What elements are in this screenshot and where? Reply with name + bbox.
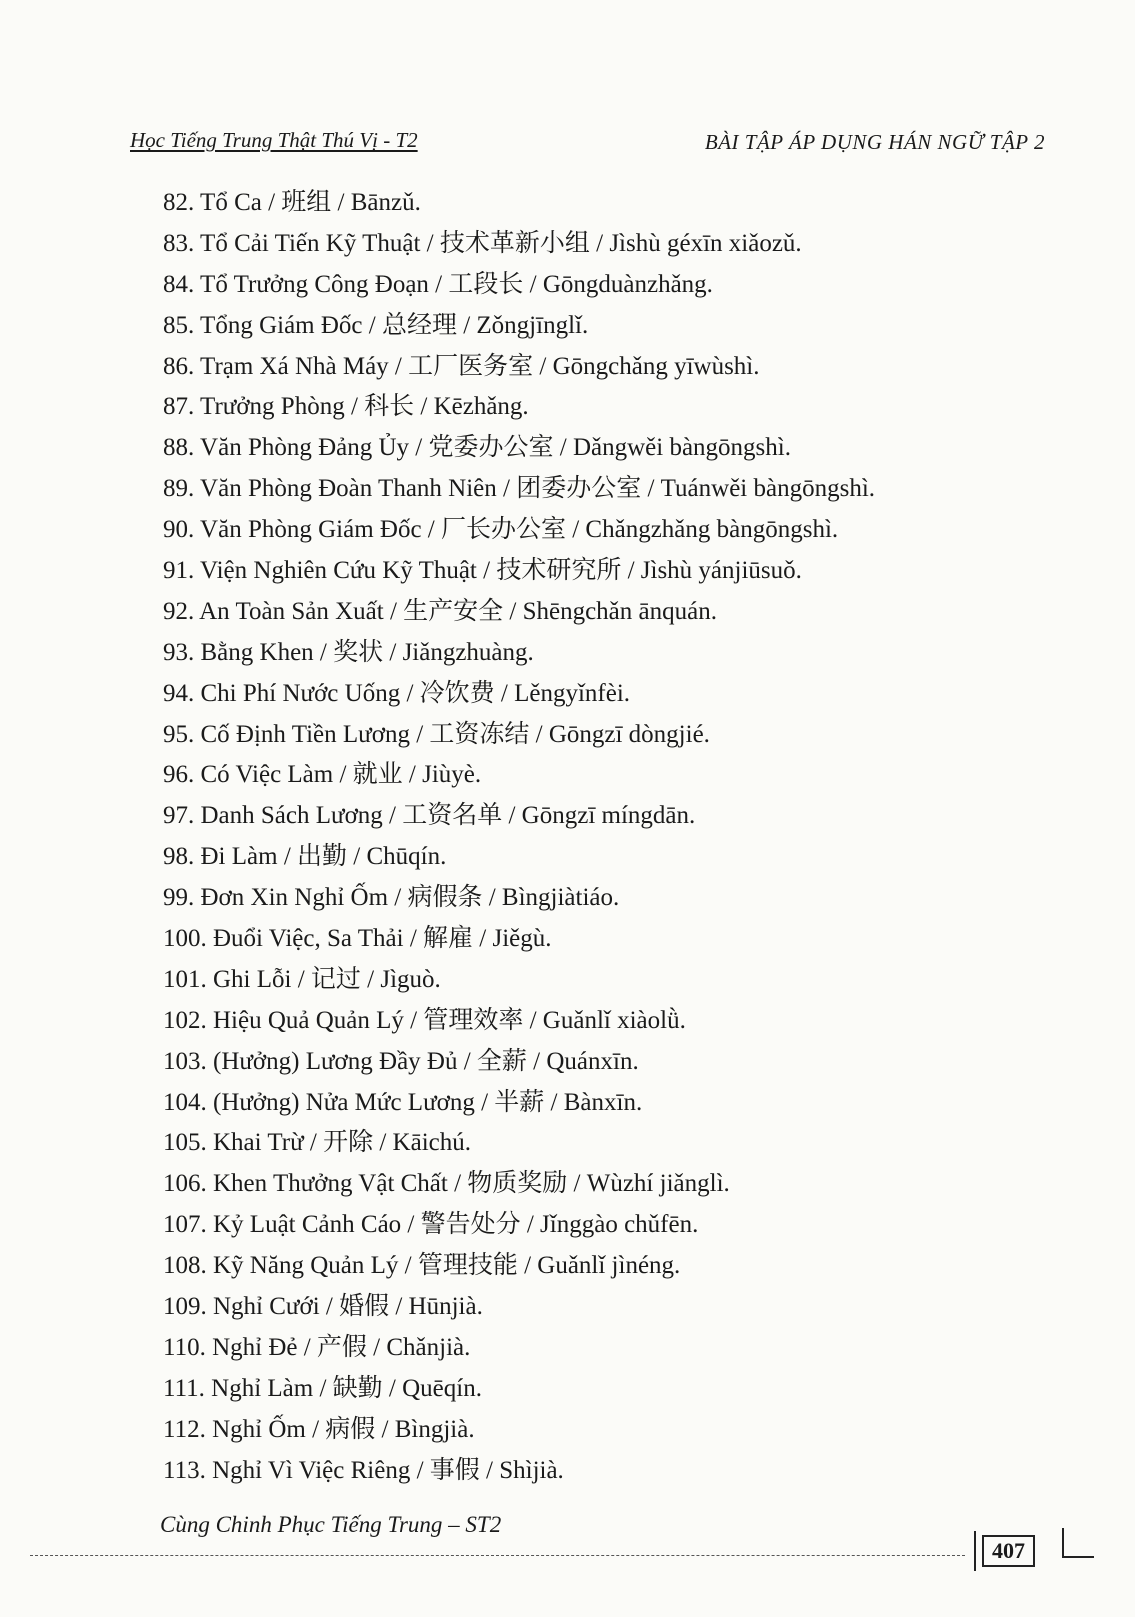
vocab-entry: 93. Bằng Khen / 奖状 / Jiǎngzhuàng.: [163, 638, 534, 666]
vocab-entry: 113. Nghỉ Vì Việc Riêng / 事假 / Shìjià.: [163, 1456, 564, 1484]
vocab-entry: 102. Hiệu Quả Quản Lý / 管理效率 / Guǎnlǐ xiàolǜ.: [163, 1006, 686, 1034]
page-number: 407: [982, 1535, 1035, 1567]
vocab-entry: 112. Nghỉ Ốm / 病假 / Bìngjià.: [163, 1415, 475, 1443]
vocab-entry: 110. Nghỉ Đẻ / 产假 / Chǎnjià.: [163, 1333, 471, 1361]
vocab-entry: 87. Trưởng Phòng / 科长 / Kēzhǎng.: [163, 393, 529, 421]
vocab-entry: 108. Kỹ Năng Quản Lý / 管理技能 / Guǎnlǐ jìnéng.: [163, 1252, 681, 1280]
vocab-entry: 109. Nghỉ Cưới / 婚假 / Hūnjià.: [163, 1293, 483, 1321]
vocab-entry: 84. Tổ Trưởng Công Đoạn / 工段长 / Gōngduànzhǎng.: [163, 270, 713, 298]
page-number-bracket: [1062, 1528, 1094, 1558]
vocab-entry: 104. (Hưởng) Nửa Mức Lương / 半薪 / Bànxīn.: [163, 1088, 643, 1116]
vocab-entry: 101. Ghi Lỗi / 记过 / Jìguò.: [163, 965, 441, 993]
vocab-entry: 82. Tổ Ca / 班组 / Bānzǔ.: [163, 189, 421, 216]
vocabulary-list: [163, 183, 875, 1492]
vocab-entry: 106. Khen Thưởng Vật Chất / 物质奖励 / Wùzhí jiǎnglì.: [163, 1170, 730, 1198]
vocab-entry: 83. Tổ Cải Tiến Kỹ Thuật / 技术革新小组 / Jìshù géxīn xiǎozǔ.: [163, 229, 802, 257]
running-header-left: Học Tiếng Trung Thật Thú Vị - T2: [130, 128, 418, 152]
vocab-entry: 97. Danh Sách Lương / 工资名单 / Gōngzī míngdān.: [163, 802, 696, 830]
footer-divider: [30, 1555, 965, 1556]
running-header-right: BÀI TẬP ÁP DỤNG HÁN NGỮ TẬP 2: [704, 130, 1045, 154]
vocab-entry: 90. Văn Phòng Giám Đốc / 厂长办公室 / Chǎngzhǎng bàngōngshì.: [163, 516, 839, 544]
vocab-entry: 94. Chi Phí Nước Uống / 冷饮费 / Lěngyǐnfèi.: [163, 679, 631, 707]
vocab-entry: 85. Tổng Giám Đốc / 总经理 / Zǒngjīnglǐ.: [163, 311, 589, 339]
vocab-entry: 91. Viện Nghiên Cứu Kỹ Thuật / 技术研究所 / Jìshù yánjiūsuǒ.: [163, 557, 802, 585]
vocab-entry: 92. An Toàn Sản Xuất / 生产安全 / Shēngchǎn ānquán.: [163, 597, 717, 625]
vocab-entry: 100. Đuổi Việc, Sa Thải / 解雇 / Jiěgù.: [163, 925, 552, 953]
vocab-entry: 96. Có Việc Làm / 就业 / Jiùyè.: [163, 761, 482, 789]
vocab-entry: 107. Kỷ Luật Cảnh Cáo / 警告处分 / Jǐnggào chǔfēn.: [163, 1211, 699, 1239]
vocab-entry: 98. Đi Làm / 出勤 / Chūqín.: [163, 843, 447, 871]
vocab-entry: 88. Văn Phòng Đảng Ủy / 党委办公室 / Dǎngwěi bàngōngshì.: [163, 434, 791, 462]
vocab-entry: 105. Khai Trừ / 开除 / Kāichú.: [163, 1129, 471, 1157]
vocab-entry: 89. Văn Phòng Đoàn Thanh Niên / 团委办公室 / Tuánwěi bàngōngshì.: [163, 475, 876, 503]
vocab-entry: 99. Đơn Xin Nghỉ Ốm / 病假条 / Bìngjiàtiáo.: [163, 884, 620, 912]
vocab-entry: 103. (Hưởng) Lương Đầy Đủ / 全薪 / Quánxīn.: [163, 1047, 639, 1075]
vocab-entry: 111. Nghỉ Làm / 缺勤 / Quēqín.: [163, 1374, 482, 1402]
vocab-entry: 86. Trạm Xá Nhà Máy / 工厂医务室 / Gōngchǎng yīwùshì.: [163, 352, 760, 380]
vocab-entry: 95. Cố Định Tiền Lương / 工资冻结 / Gōngzī dòngjié.: [163, 720, 710, 748]
running-footer: Cùng Chinh Phục Tiếng Trung – ST2: [160, 1512, 502, 1537]
